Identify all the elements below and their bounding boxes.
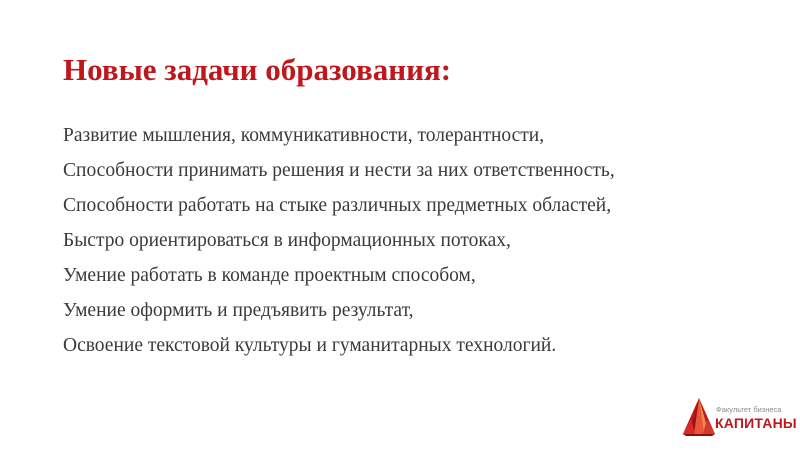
logo-subtitle: Факультет бизнеса xyxy=(716,405,782,414)
list-item: Быстро ориентироваться в информационных потоках, xyxy=(63,230,511,251)
list-item: Способности работать на стыке различных предметных областей, xyxy=(63,195,612,216)
bullet-list xyxy=(63,118,615,363)
list-item: Умение работать в команде проектным способом, xyxy=(63,265,476,286)
kapitany-logo xyxy=(682,397,797,439)
mountain-logo-icon xyxy=(682,397,716,437)
list-item: Умение оформить и предъявить результат, xyxy=(63,300,414,321)
logo-name: КАПИТАНЫ xyxy=(715,415,797,431)
slide-title: Новые задачи образования: xyxy=(63,52,452,87)
list-item: Способности принимать решения и нести за них ответственность, xyxy=(63,160,615,181)
list-item: Развитие мышления, коммуникативности, толерантности, xyxy=(63,125,545,146)
list-item: Освоение текстовой культуры и гуманитарных технологий. xyxy=(63,335,557,356)
